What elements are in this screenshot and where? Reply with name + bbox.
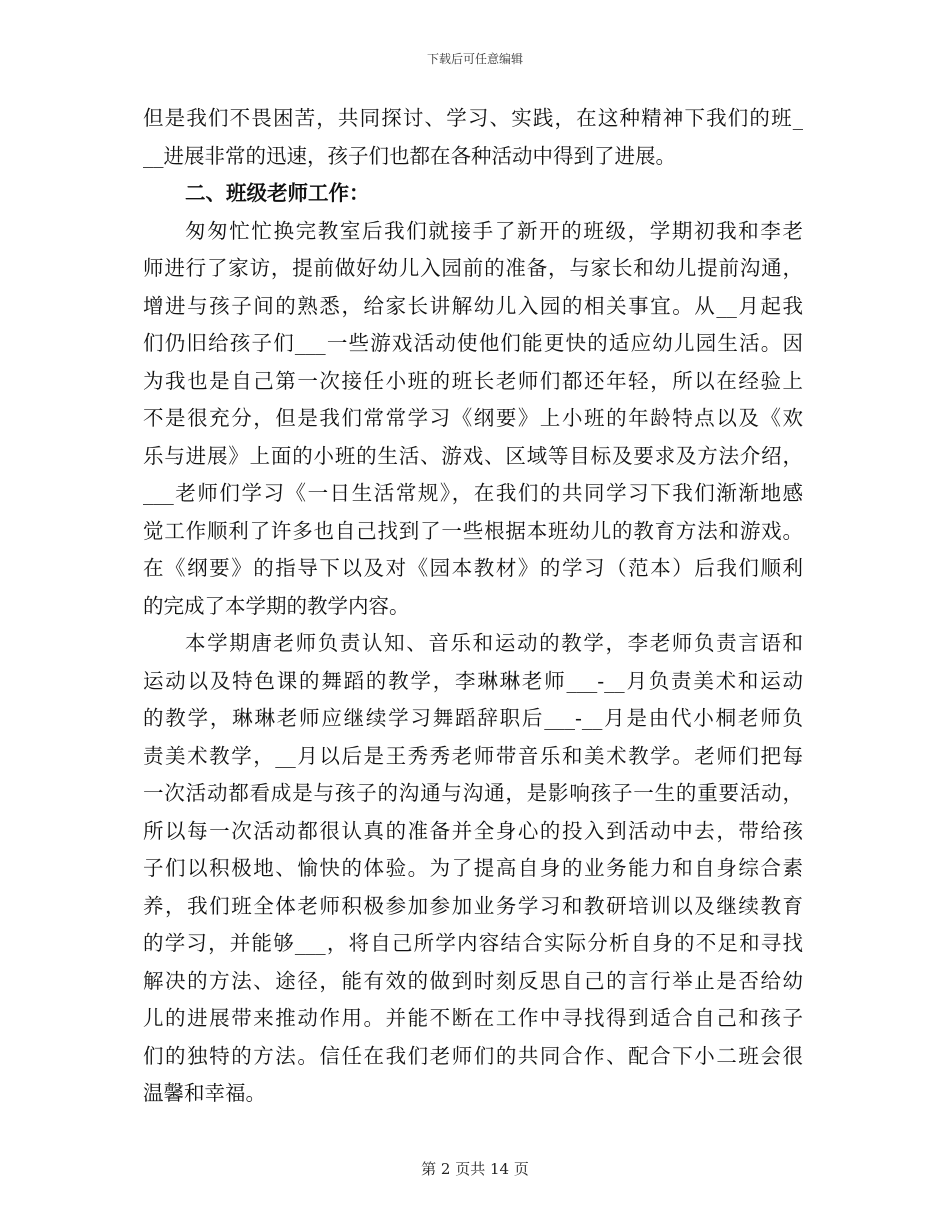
text-line: __进展非常的迅速，孩子们也都在各种活动中得到了进展。 [143,143,676,168]
text-line: 匆匆忙忙换完教室后我们就接手了新开的班级，学期初我和李老 [185,218,803,243]
text-line: 子们以积极地、愉快的体验。为了提高自身的业务能力和自身综合素 [143,856,803,880]
text-line: 但是我们不畏困苦，共同探讨、学习、实践，在这种精神下我们的班_ [143,106,803,130]
text-line: 们仍旧给孩子们___一些游戏活动使他们能更快的适应幼儿园生活。因 [143,331,803,355]
section-heading: 二、班级老师工作： [185,181,370,205]
text-line: 的学习，并能够___，将自己所学内容结合实际分析自身的不足和寻找 [143,931,803,955]
text-line: 增进与孩子间的熟悉，给家长讲解幼儿入园的相关事宜。从__月起我 [143,293,803,318]
text-line: 一次活动都看成是与孩子的沟通与沟通，是影响孩子一生的重要活动， [143,781,803,805]
text-line: 的教学，琳琳老师应继续学习舞蹈辞职后___-__月是由代小桐老师负 [143,706,803,730]
text-line: ___老师们学习《一日生活常规》，在我们的共同学习下我们渐渐地感 [143,481,803,505]
page-footer: 第 2 页共 14 页 [421,1160,529,1178]
text-line: 觉工作顺利了许多也自己找到了一些根据本班幼儿的教育方法和游戏。 [143,518,803,543]
text-line: 责美术教学，__月以后是王秀秀老师带音乐和美术教学。老师们把每 [143,743,803,768]
text-line: 乐与进展》上面的小班的生活、游戏、区域等目标及要求及方法介绍， [143,443,803,468]
text-line: 的完成了本学期的教学内容。 [143,593,410,618]
page-header: 下载后可任意编辑 [426,52,523,66]
document-body [143,100,803,1113]
text-line: 在《纲要》的指导下以及对《园本教材》的学习（范本）后我们顺利 [143,556,803,580]
text-line: 不是很充分，但是我们常常学习《纲要》上小班的年龄特点以及《欢 [143,406,803,430]
text-line: 温馨和幸福。 [143,1081,266,1105]
text-line: 解决的方法、途径，能有效的做到时刻反思自己的言行举止是否给幼 [143,968,803,993]
text-line: 们的独特的方法。信任在我们老师们的共同合作、配合下小二班会很 [143,1043,803,1068]
text-line: 养，我们班全体老师积极参加参加业务学习和教研培训以及继续教育 [143,893,803,918]
text-line: 所以每一次活动都很认真的准备并全身心的投入到活动中去，带给孩 [143,818,803,843]
text-line: 本学期唐老师负责认知、音乐和运动的教学，李老师负责言语和 [185,631,803,655]
text-line: 儿的进展带来推动作用。并能不断在工作中寻找得到适合自己和孩子 [143,1006,803,1030]
text-line: 运动以及特色课的舞蹈的教学，李琳琳老师___-__月负责美术和运动 [143,668,803,693]
text-line: 师进行了家访，提前做好幼儿入园前的准备，与家长和幼儿提前沟通， [143,256,803,280]
text-line: 为我也是自己第一次接任小班的班长老师们都还年轻，所以在经验上 [143,368,803,393]
